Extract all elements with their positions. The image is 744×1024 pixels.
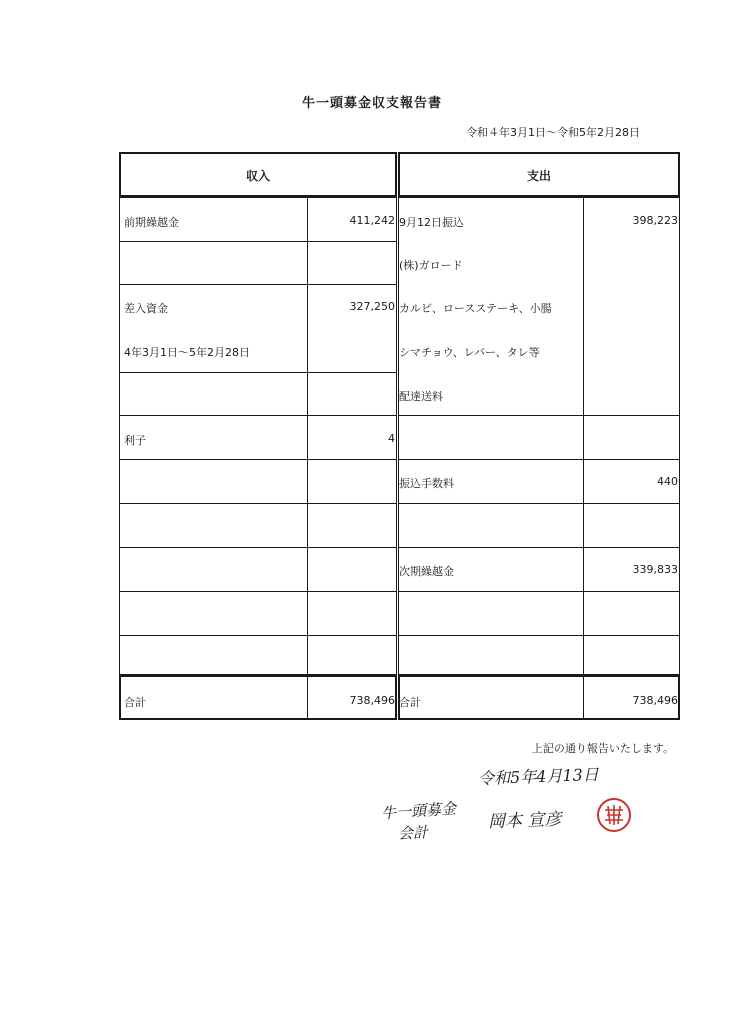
income-row-line	[119, 503, 397, 504]
income-row-line	[119, 635, 397, 636]
document-title: 牛一頭募金収支報告書	[301, 96, 442, 111]
income-row-line	[119, 415, 397, 416]
income-item-label: 利子	[124, 434, 146, 447]
expense-item-amount: 339,833	[632, 563, 678, 576]
income-item-sublabel: 4年3月1日～5年2月28日	[124, 346, 250, 359]
report-period: 令和４年3月1日～令和5年2月28日	[466, 126, 640, 139]
income-item-label: 前期繰越金	[124, 216, 179, 229]
expense-item-label: 9月12日振込	[399, 216, 464, 229]
expense-item-label: 振込手数料	[399, 477, 454, 490]
income-item-amount: 411,242	[349, 214, 395, 227]
expense-row-line	[398, 547, 680, 548]
expense-item-label: カルビ、ロースステーキ、小腸	[399, 302, 552, 315]
expense-row-line	[398, 503, 680, 504]
expense-row-line	[398, 635, 680, 636]
income-row-line	[119, 241, 397, 242]
report-table	[119, 152, 680, 720]
income-row-line	[119, 284, 397, 285]
income-item-amount: 327,250	[349, 300, 395, 313]
expense-item-label: (株)ガロード	[399, 259, 463, 272]
expense-total-amount: 738,496	[632, 694, 678, 707]
seal-stamp-icon	[596, 797, 632, 833]
expense-item-amount: 398,223	[632, 214, 678, 227]
income-total-amount: 738,496	[349, 694, 395, 707]
income-row-line	[119, 372, 397, 373]
report-statement: 上記の通り報告いたします。	[531, 742, 674, 755]
expense-row-line	[398, 415, 680, 416]
expense-row-line	[398, 459, 680, 460]
handwritten-organization: 牛一頭募金	[380, 799, 457, 823]
income-item-label: 差入資金	[124, 302, 168, 315]
expense-item-label: 次期繰越金	[399, 565, 454, 578]
expense-total-label: 合計	[399, 696, 421, 709]
income-row-line	[119, 591, 397, 592]
expense-item-label: シマチョウ、レバー、タレ等	[399, 346, 540, 359]
expense-item-amount: 440	[657, 475, 678, 488]
handwritten-role: 会計	[397, 823, 429, 843]
income-header: 収入	[245, 169, 270, 183]
income-total-label: 合計	[124, 696, 146, 709]
expense-item-label: 配達送料	[399, 390, 443, 403]
handwritten-signature: 岡本 宣彦	[487, 809, 562, 833]
income-item-amount: 4	[388, 432, 395, 445]
expense-row-line	[398, 591, 680, 592]
income-row-line	[119, 459, 397, 460]
income-row-line	[119, 547, 397, 548]
handwritten-date: 令和5年4月13日	[477, 764, 600, 789]
expense-header: 支出	[526, 169, 551, 183]
